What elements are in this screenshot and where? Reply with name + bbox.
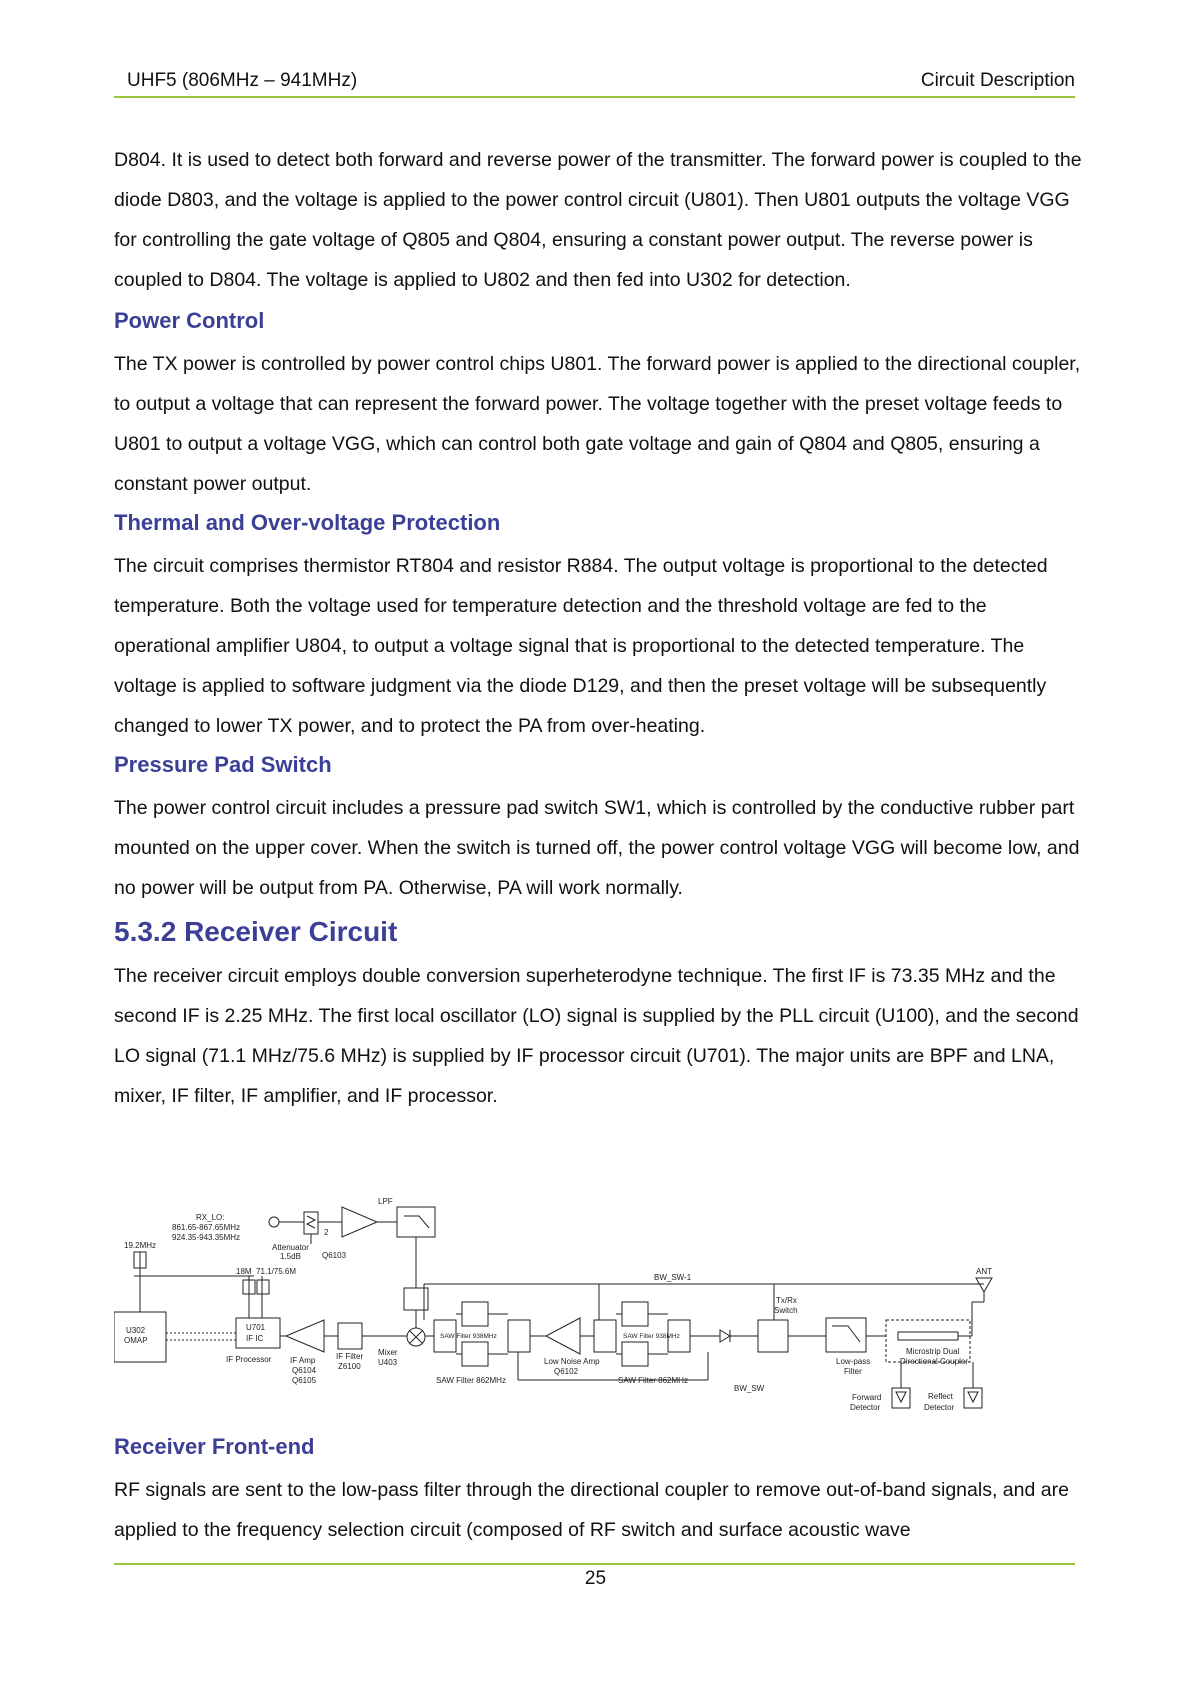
label-omap: OMAP (124, 1336, 148, 1345)
label-forward-detector: Detector (850, 1403, 881, 1412)
label-clk: 19.2MHz (124, 1241, 157, 1250)
frontend-section (114, 1434, 1084, 1550)
label-q6102: Q6102 (554, 1367, 579, 1376)
label-forward: Forward (852, 1393, 882, 1402)
label-rx-lo-f1: 861.65-867.65MHz (172, 1223, 241, 1232)
label-u403: U403 (378, 1358, 398, 1367)
label-q6105: Q6105 (292, 1376, 317, 1385)
label-if-filter: IF Filter (336, 1352, 364, 1361)
label-rx-lo-f2: 924.35-943.35MHz (172, 1233, 241, 1242)
paragraph: The receiver circuit employs double conversion superheterodyne technique. The first IF is 73.35 MHz and the second IF is 2.25 MHz. The first local oscillator (LO) signal is supplied by the PLL circuit (U100), and the second LO signal (71.1 MHz/75.6 MHz) is supplied by IF processor circuit (U701). The major units are BPF and LNA, mixer, IF filter, IF amplifier, and IF processor. (114, 965, 1079, 1107)
label-lpf: LPF (378, 1197, 393, 1206)
label-lna: Low Noise Amp (544, 1357, 600, 1366)
label-u701: U701 (246, 1323, 266, 1332)
paragraph: The circuit comprises thermistor RT804 and resistor R884. The output voltage is proportional to the detected temperature. Both the voltage used for temperature detection and the threshold voltage are fed to the operational amplifier U804, to output a voltage signal that is proportional to the detected temperature. The voltage is applied to software judgment via the diode D129, and then the preset voltage will be subsequently changed to lower TX power, and to protect the PA from over-heating. (114, 555, 1048, 737)
chapter-heading (114, 914, 1084, 950)
label-lowpass: Low-pass (836, 1357, 871, 1366)
label-ant: ANT (976, 1267, 992, 1276)
label-rx-lo: RX_LO: (196, 1213, 225, 1222)
label-if-amp: IF Amp (290, 1356, 316, 1365)
label-saw938-a: SAW Filter 938MHz (440, 1333, 497, 1340)
header-rule (114, 96, 1075, 98)
label-mixer: Mixer (378, 1348, 398, 1357)
section-heading: Receiver Front-end (114, 1434, 315, 1459)
label-q6104: Q6104 (292, 1366, 317, 1375)
label-txrx-1: Tx/Rx (776, 1296, 797, 1305)
label-q6103: Q6103 (322, 1251, 347, 1260)
footer-rule (114, 1563, 1075, 1565)
chapter-title: Receiver Circuit (184, 916, 398, 947)
section-heading: Pressure Pad Switch (114, 752, 332, 777)
label-reflect: Reflect (928, 1392, 953, 1401)
label-if-ic: IF IC (246, 1334, 264, 1343)
label-u302: U302 (126, 1326, 146, 1335)
paragraph: D804. It is used to detect both forward and reverse power of the transmitter. The forward power is coupled to the diode D803, and the voltage is applied to the power control circuit (U801). Then U801 outputs the voltage VGG for controlling the gate voltage of Q805 and Q804, ensuring a constant power output. The reverse power is coupled to D804. The voltage is applied to U802 and then fed into U302 for detection. (114, 149, 1082, 291)
paragraph: The TX power is controlled by power control chips U801. The forward power is applied to the directional coupler, to output a voltage that can represent the forward power. The voltage together with the preset voltage feeds to U801 to output a voltage VGG, which can control both gate voltage and gain of Q804 and Q805, ensuring a constant power output. (114, 353, 1081, 495)
paragraph: The power control circuit includes a pressure pad switch SW1, which is controlled by the conductive rubber part mounted on the upper cover. When the switch is turned off, the power control voltage VGG will become low, and no power will be output from PA. Otherwise, PA will work normally. (114, 797, 1080, 899)
label-attenuator-val: 1.5dB (280, 1252, 301, 1261)
label-saw938-b: SAW Filter 938MHz (623, 1333, 680, 1340)
label-coupler-1: Microstrip Dual (906, 1347, 960, 1356)
section-heading: Thermal and Over-voltage Protection (114, 510, 501, 535)
label-att-num: 2 (324, 1228, 329, 1237)
label-bw-sw1: BW_SW-1 (654, 1273, 692, 1282)
header-right: Circuit Description (920, 70, 1075, 91)
label-if-processor: IF Processor (226, 1355, 272, 1364)
section-heading: Power Control (114, 308, 265, 333)
label-saw862-a: SAW Filter 862MHz (436, 1376, 506, 1385)
label-txrx-2: Switch (774, 1306, 798, 1315)
label-lo2: 71.1/75.6M (256, 1267, 297, 1276)
label-filter: Filter (844, 1367, 862, 1376)
header-left: UHF5 (806MHz – 941MHz) (127, 70, 358, 91)
page-number: 25 (584, 1568, 607, 1589)
chapter-number: 5.3.2 (114, 916, 177, 947)
label-xtal: 18M (236, 1267, 252, 1276)
label-coupler-2: Directional Coupler (900, 1357, 969, 1366)
paragraph: RF signals are sent to the low-pass filter through the directional coupler to remove out-of-band signals, and are applied to the frequency selection circuit (composed of RF switch and surface acoustic wave (114, 1479, 1069, 1541)
receiver-block-diagram (114, 1192, 1084, 1422)
page-content (114, 140, 1084, 1116)
label-reflect-detector: Detector (924, 1403, 955, 1412)
label-z6100: Z6100 (338, 1362, 361, 1371)
label-bw-sw: BW_SW (734, 1384, 765, 1393)
label-attenuator: Attenuator (272, 1243, 309, 1252)
label-saw862-b: SAW Filter 862MHz (618, 1376, 688, 1385)
